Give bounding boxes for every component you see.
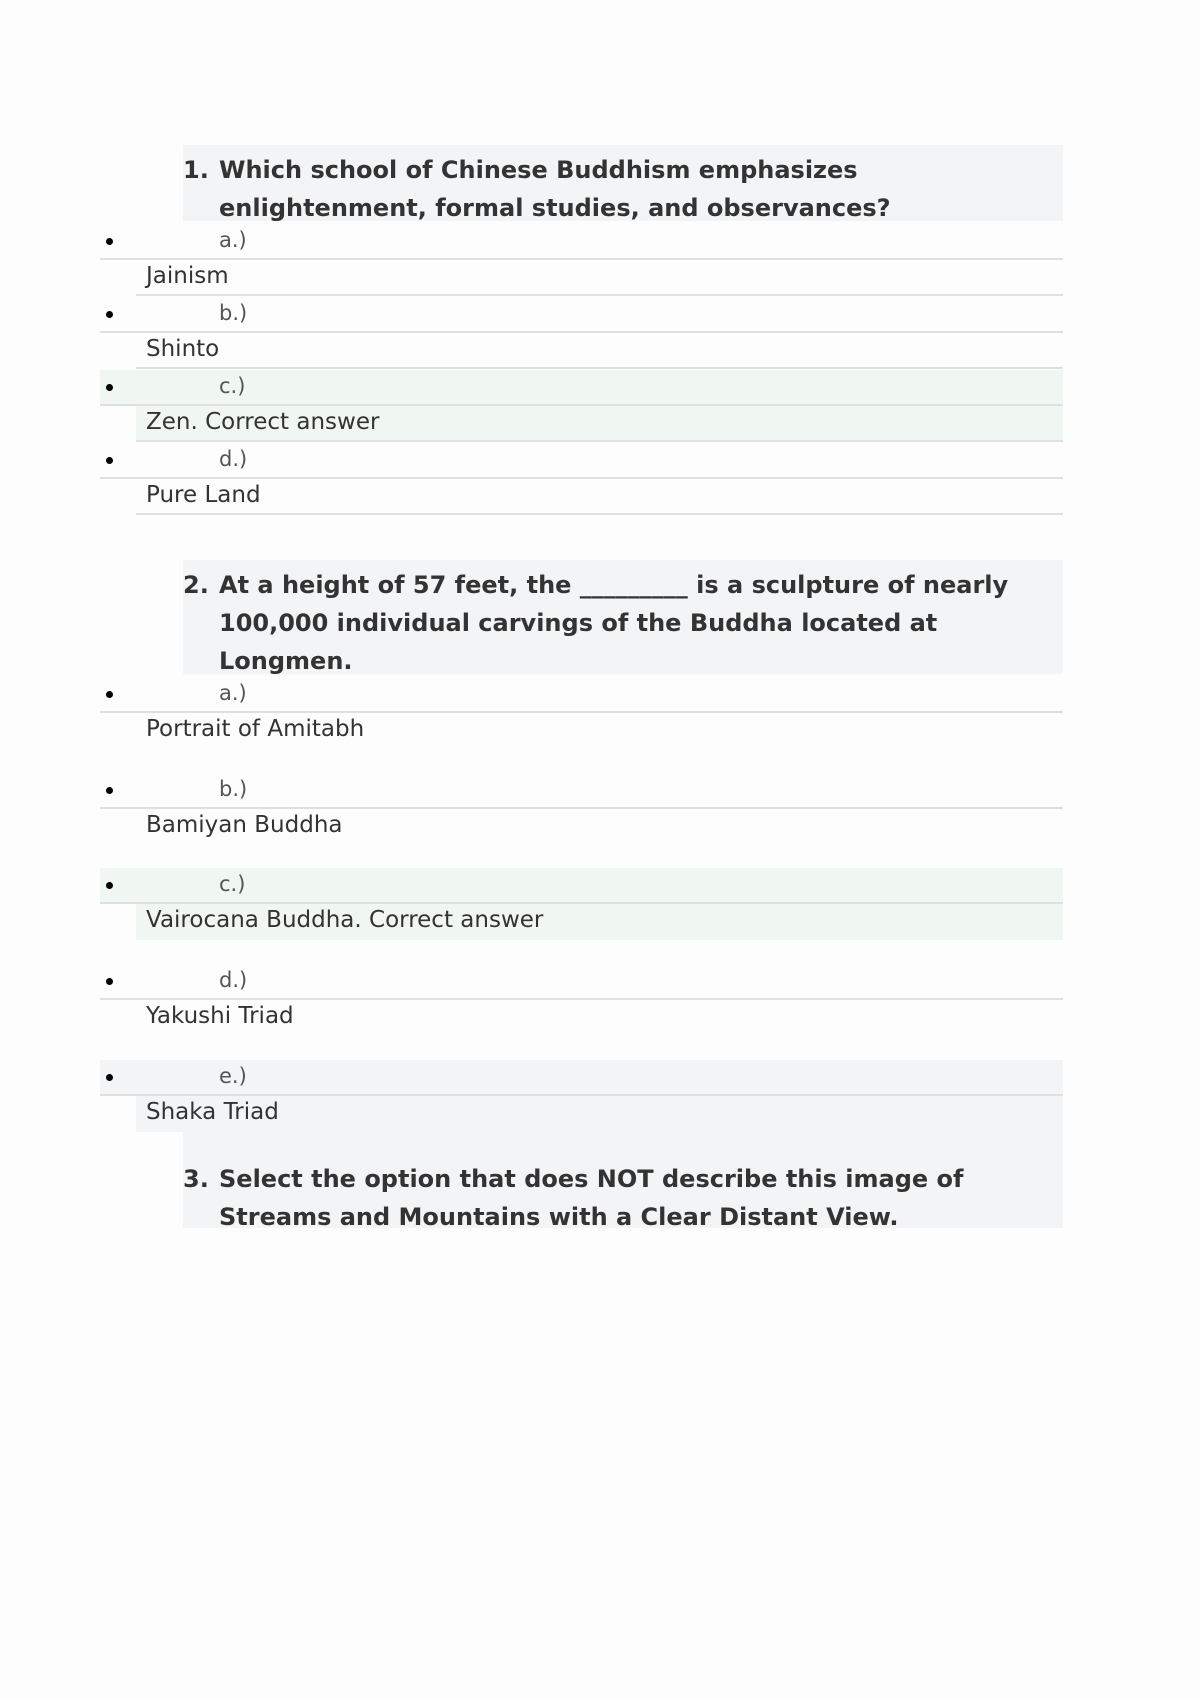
bullet-icon [106, 457, 113, 464]
option-text: Vairocana Buddha. Correct answer [146, 907, 544, 933]
option-1a[interactable] [100, 224, 1063, 296]
question-text: Select the option that does NOT describe this image of Streams and Mountains with a Clear Distant View. [219, 1165, 964, 1231]
question-1 [183, 145, 1063, 221]
option-letter: a.) [219, 228, 247, 252]
question-number: 1. [183, 156, 209, 184]
question-2 [183, 560, 1063, 674]
option-text: Yakushi Triad [146, 1003, 294, 1029]
bullet-icon [106, 238, 113, 245]
option-letter: b.) [219, 301, 248, 325]
option-2a[interactable] [100, 677, 1063, 749]
option-2d[interactable] [100, 964, 1063, 1036]
question-text: Which school of Chinese Buddhism emphasizes enlightenment, formal studies, and observances? [219, 156, 891, 222]
option-letter: e.) [219, 1064, 247, 1088]
question-number: 2. [183, 571, 209, 599]
option-text: Zen. Correct answer [146, 409, 380, 435]
bullet-icon [106, 787, 113, 794]
option-letter: c.) [219, 872, 246, 896]
option-text: Shaka Triad [146, 1099, 279, 1125]
option-1c[interactable] [100, 370, 1063, 442]
option-2b[interactable] [100, 773, 1063, 845]
option-letter: d.) [219, 968, 248, 992]
bullet-icon [106, 311, 113, 318]
option-letter: b.) [219, 777, 248, 801]
option-text: Pure Land [146, 482, 261, 508]
option-2c[interactable] [100, 868, 1063, 940]
option-text: Shinto [146, 336, 220, 362]
option-text: Jainism [146, 263, 229, 289]
option-2e[interactable] [100, 1060, 1063, 1132]
bullet-icon [106, 978, 113, 985]
bullet-icon [106, 1074, 113, 1081]
option-1b[interactable] [100, 297, 1063, 369]
option-letter: c.) [219, 374, 246, 398]
bullet-icon [106, 882, 113, 889]
question-3 [183, 1132, 1063, 1231]
bullet-icon [106, 384, 113, 391]
option-1d[interactable] [100, 443, 1063, 515]
option-text: Portrait of Amitabh [146, 716, 365, 742]
question-text: At a height of 57 feet, the _________ is a sculpture of nearly 100,000 individual carvings of the Buddha located at Longmen. [219, 571, 1009, 675]
question-number: 3. [183, 1165, 209, 1193]
bullet-icon [106, 691, 113, 698]
option-letter: a.) [219, 681, 247, 705]
option-text: Bamiyan Buddha [146, 812, 343, 838]
option-letter: d.) [219, 447, 248, 471]
